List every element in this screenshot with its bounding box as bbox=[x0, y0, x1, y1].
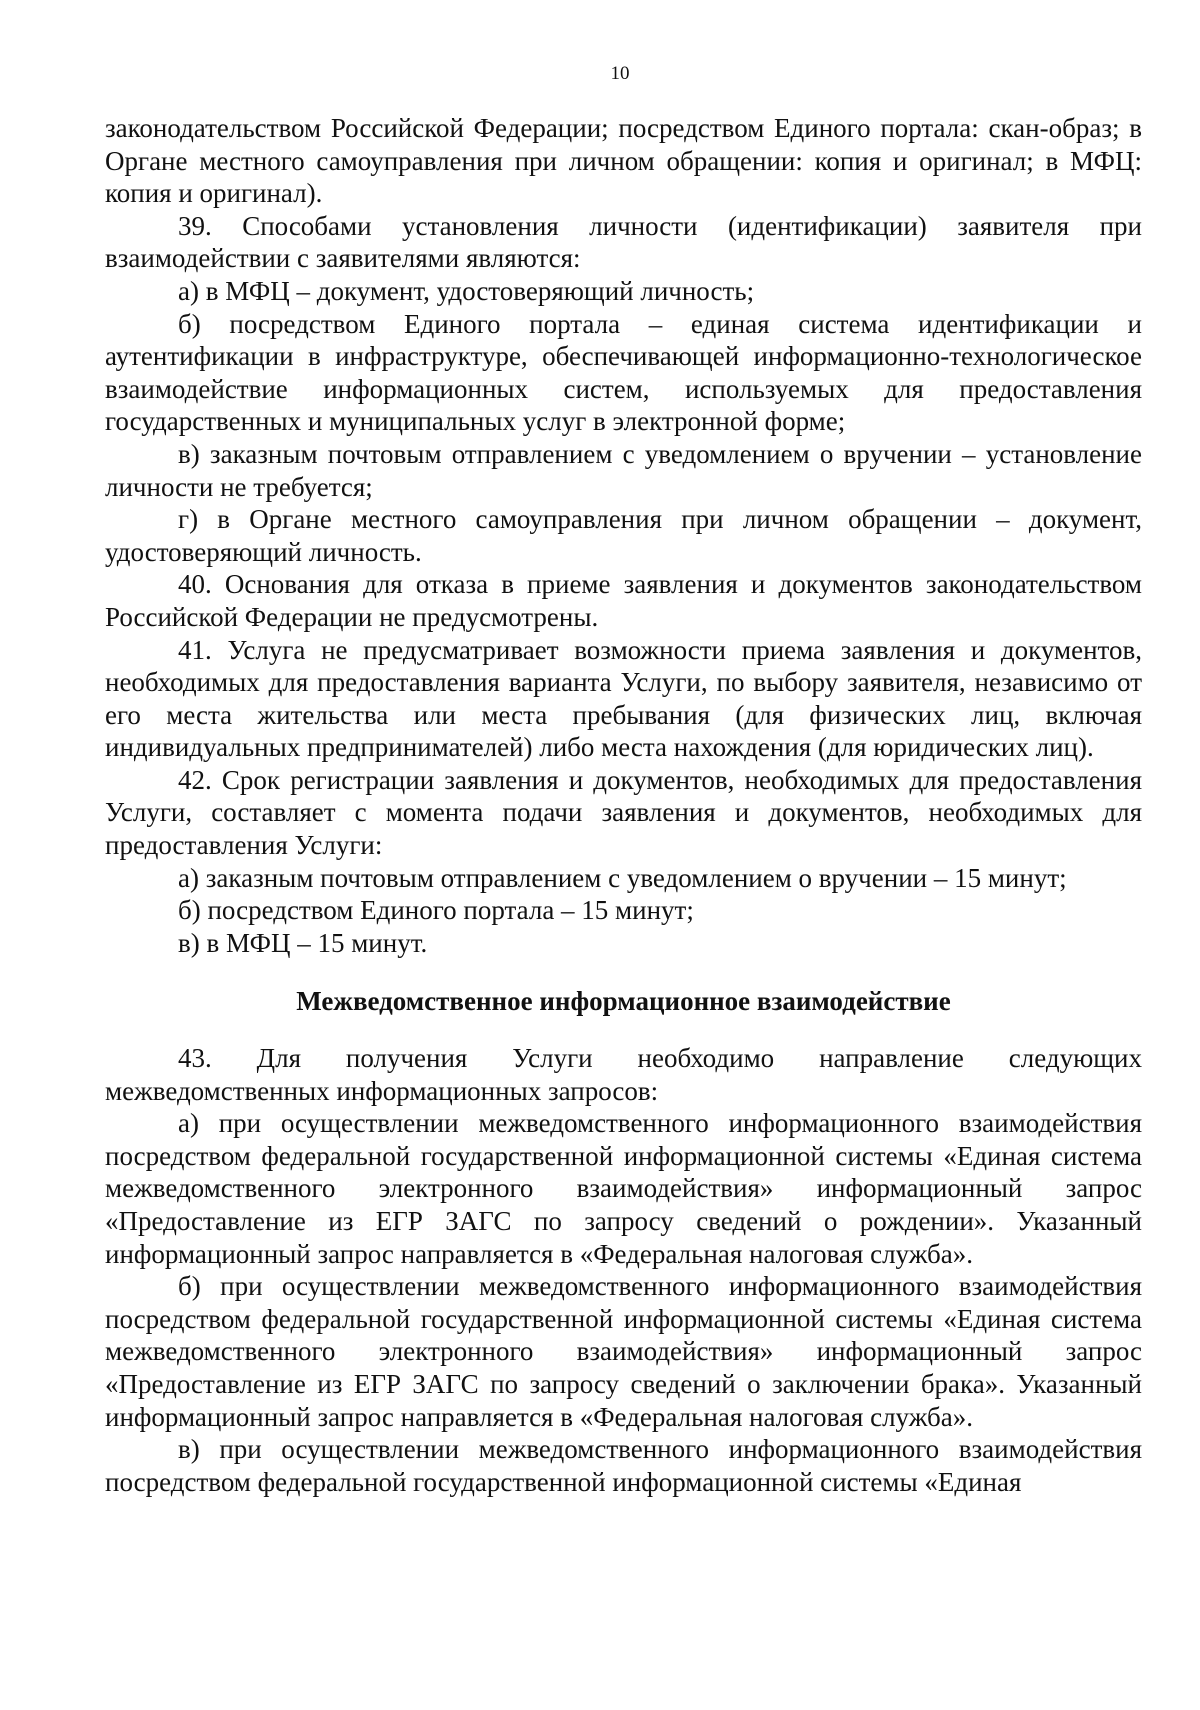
section-heading: Межведомственное информационное взаимодействие bbox=[296, 986, 951, 1017]
paragraph-42-a: а) заказным почтовым отправлением с уведомлением о вручении – 15 минут; bbox=[178, 862, 1067, 893]
paragraph-39-v: в) заказным почтовым отправлением с уведомлением о вручении – установление личности не требуется; bbox=[105, 438, 1142, 502]
paragraph-39-b: б) посредством Единого портала – единая система идентификации и аутентификации в инфраструктуре, обеспечивающей информационно-технологическое взаимодействие информационных систем, используемых для предоставления государственных и муниципальных услуг в электронной форме; bbox=[105, 308, 1142, 437]
paragraph-39-a: а) в МФЦ – документ, удостоверяющий личность; bbox=[178, 275, 755, 306]
paragraph-40: 40. Основания для отказа в приеме заявления и документов законодательством Российской Федерации не предусмотрены. bbox=[105, 569, 1142, 632]
paragraph-42-v: в) в МФЦ – 15 минут. bbox=[178, 927, 428, 958]
paragraph-42: 42. Срок регистрации заявления и документов, необходимых для предоставления Услуги, составляет с момента подачи заявления и документов, необходимых для предоставления Услуги: bbox=[105, 764, 1142, 861]
document-body bbox=[105, 112, 1142, 1498]
paragraph-43: 43. Для получения Услуги необходимо направление следующих межведомственных информационных запросов: bbox=[105, 1043, 1142, 1106]
paragraph-continuation: законодательством Российской Федерации; посредством Единого портала: скан-образ; в Органе местного самоуправления при личном обращении: копия и оригинал; в МФЦ: копия и оригинал). bbox=[105, 113, 1142, 209]
paragraph-42-b: б) посредством Единого портала – 15 минут; bbox=[178, 895, 694, 926]
paragraph-39: 39. Способами установления личности (идентификации) заявителя при взаимодействии с заявителями являются: bbox=[105, 210, 1142, 274]
paragraph-41: 41. Услуга не предусматривает возможности приема заявления и документов, необходимых для предоставления варианта Услуги, по выбору заявителя, независимо от его места жительства или места пребывания (для физических лиц, включая индивидуальных предпринимателей) либо места нахождения (для юридических лиц). bbox=[105, 634, 1142, 763]
paragraph-43-b: б) при осуществлении межведомственного информационного взаимодействия посредством федеральной государственной информационной системы «Единая система межведомственного электронного взаимодействия» информационный запрос «Предоставление из ЕГР ЗАГС по запросу сведений о заключении брака». Указанный информационный запрос направляется в «Федеральная налоговая служба». bbox=[105, 1271, 1142, 1432]
paragraph-43-a: а) при осуществлении межведомственного информационного взаимодействия посредством федеральной государственной информационной системы «Единая система межведомственного электронного взаимодействия» информационный запрос «Предоставление из ЕГР ЗАГС по запросу сведений о рождении». Указанный информационный запрос направляется в «Федеральная налоговая служба». bbox=[105, 1108, 1142, 1269]
paragraph-39-g: г) в Органе местного самоуправления при личном обращении – документ, удостоверяющий личность. bbox=[105, 504, 1142, 567]
paragraph-43-v: в) при осуществлении межведомственного информационного взаимодействия посредством федеральной государственной информационной системы «Единая bbox=[105, 1434, 1142, 1497]
page-number: 10 bbox=[610, 63, 630, 84]
